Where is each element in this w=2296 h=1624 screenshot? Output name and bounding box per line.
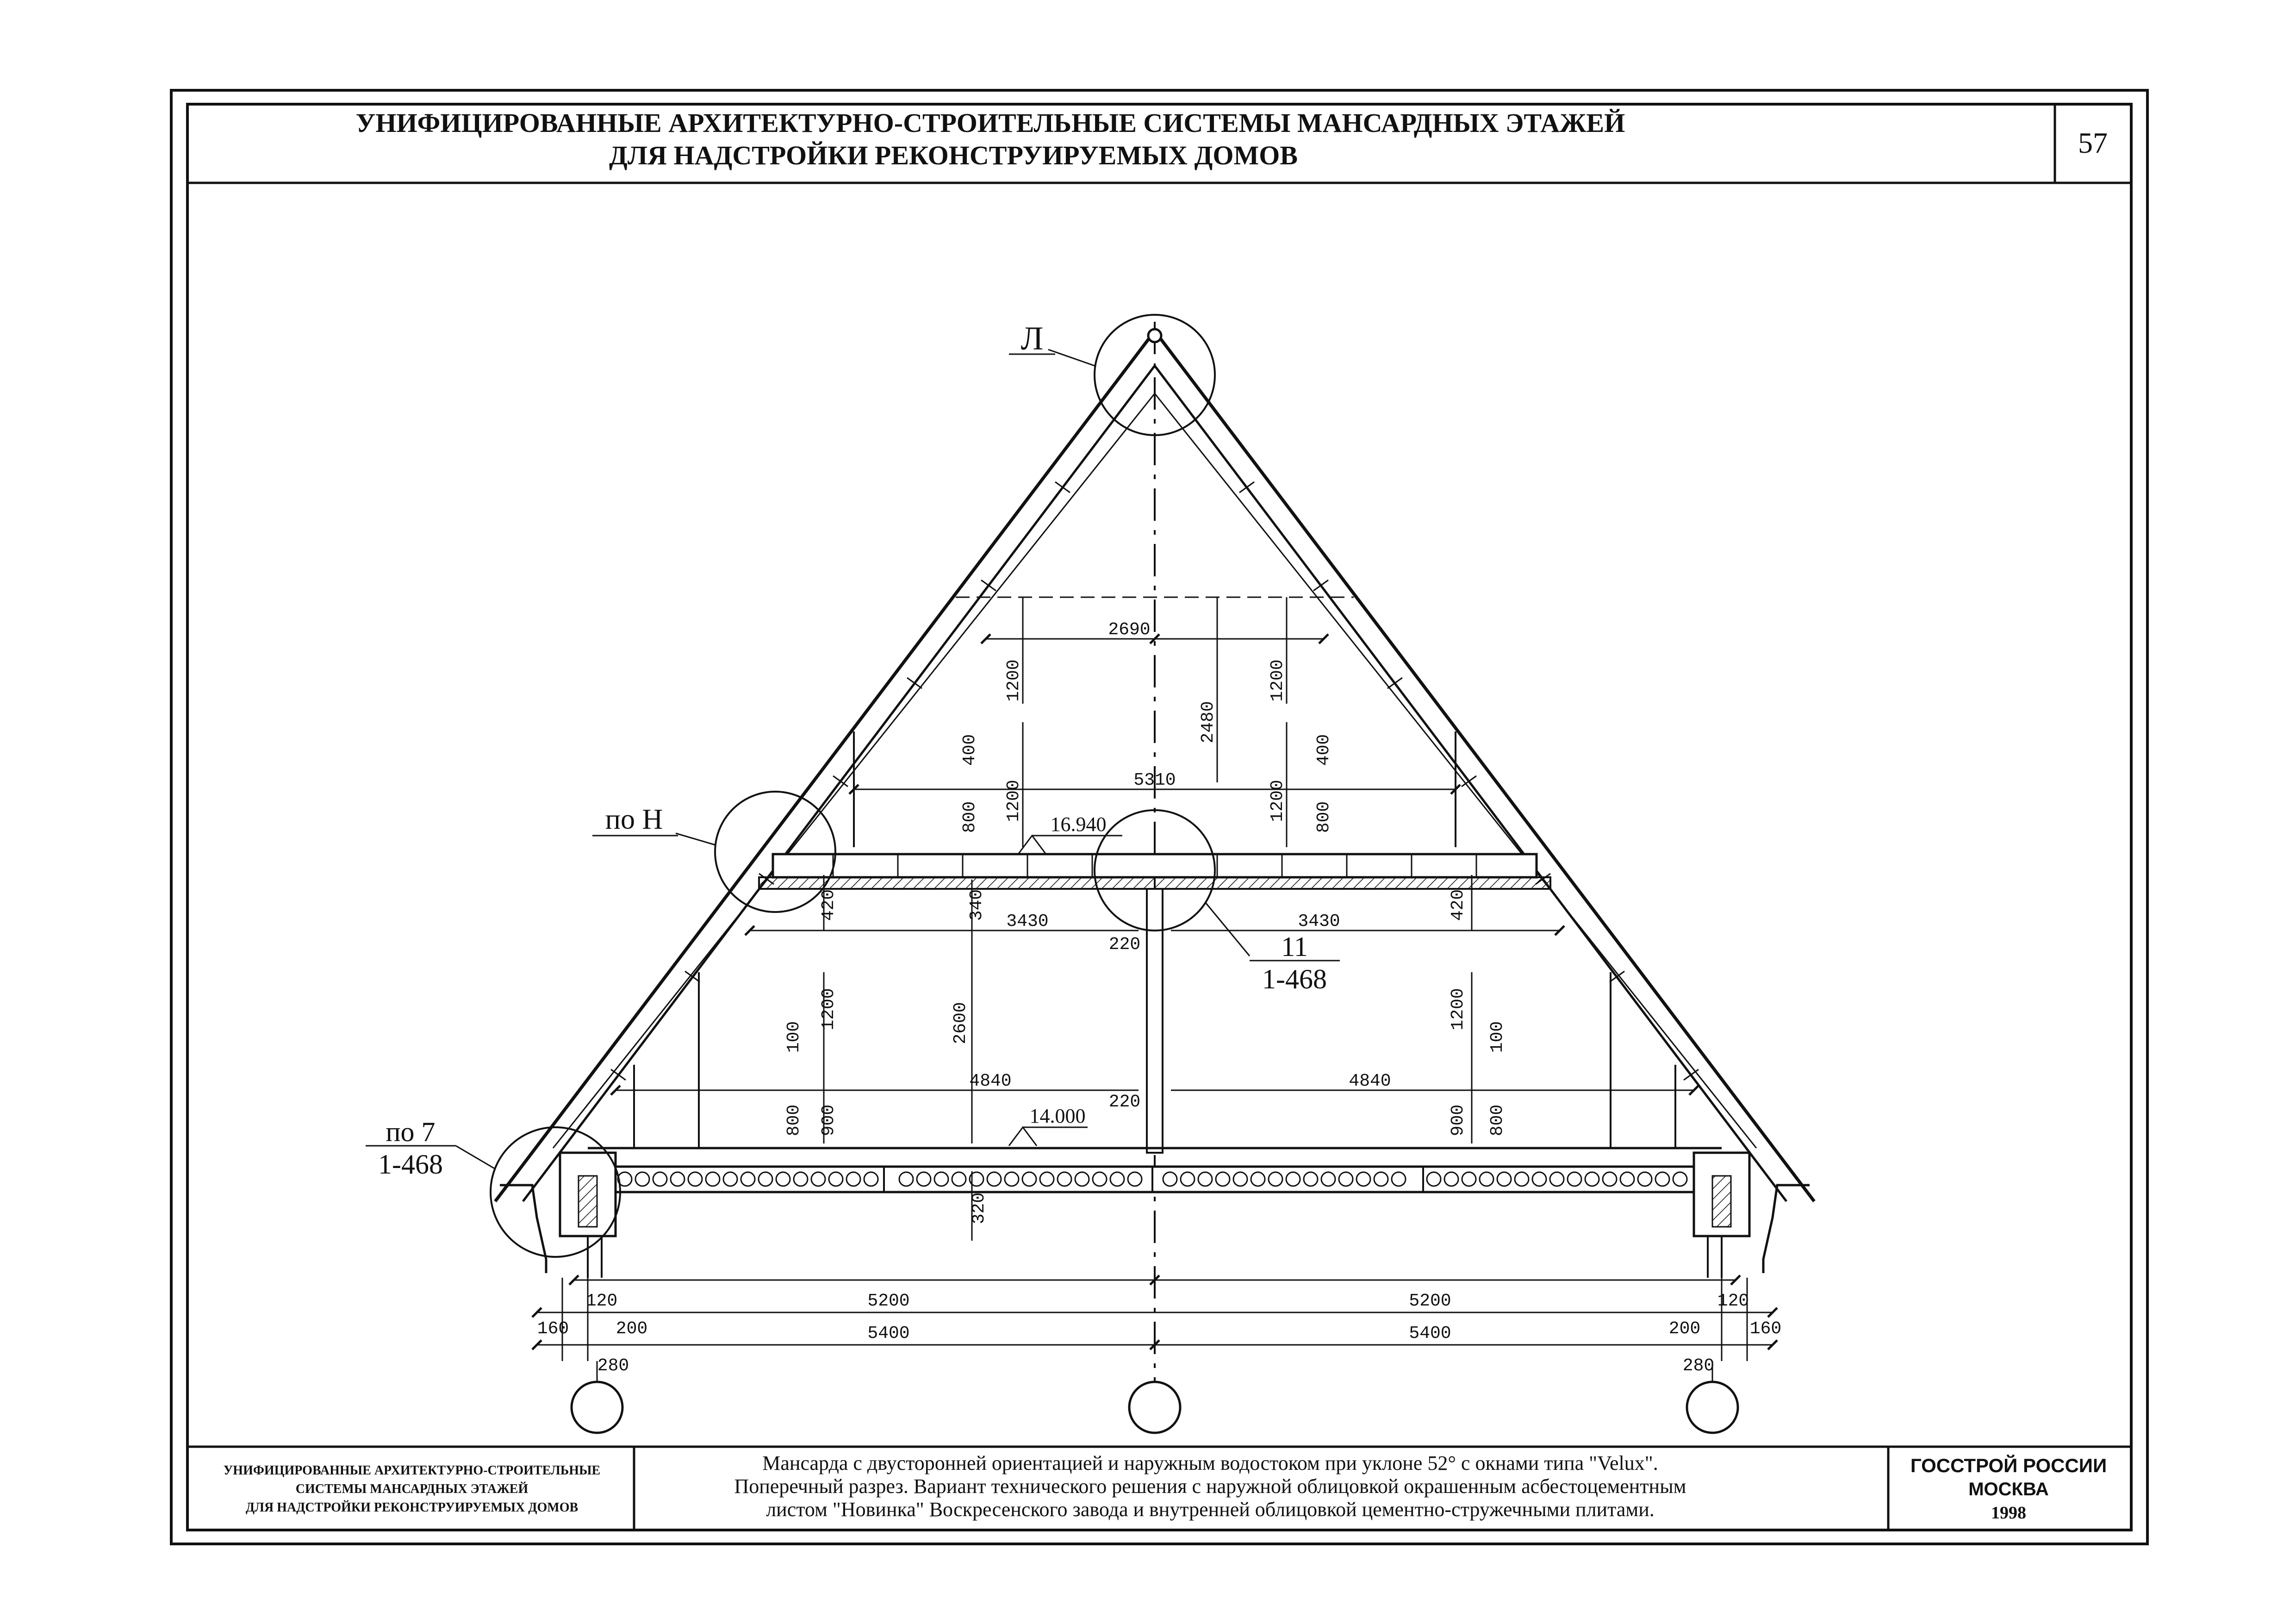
dim-lower-left-800: 800 [784, 1104, 804, 1137]
wall-node-leader [456, 1146, 495, 1169]
header-title-line2: ДЛЯ НАДСТРОЙКИ РЕКОНСТРУИРУЕМЫХ ДОМОВ [609, 140, 1298, 170]
dim-upper-right-400: 400 [1314, 734, 1334, 766]
dim-right-120: 120 [1717, 1291, 1749, 1311]
inner-frame [187, 104, 2131, 1530]
dim-left-160: 160 [537, 1319, 569, 1339]
upper-floor-slab-bottom [759, 877, 1550, 889]
dim-upper-left-400: 400 [960, 734, 980, 766]
dim-slab-right-420: 420 [1448, 889, 1468, 921]
wall-ref-bottom: 1-468 [378, 1149, 443, 1180]
roof-section [366, 315, 1814, 1433]
dim-right-160: 160 [1749, 1319, 1782, 1339]
dim-beam-220-bottom: 220 [1108, 1092, 1141, 1112]
central-post [1147, 889, 1163, 1153]
dim-upper-left-1200: 1200 [1004, 780, 1024, 822]
dim-lower-left-width: 4840 [969, 1071, 1012, 1091]
dim-span-left-5200: 5200 [867, 1291, 910, 1311]
dim-lower-left-1200: 1200 [819, 988, 839, 1031]
footer-description-line3: листом "Новинка" Воскресенского завода и внутренней облицовкой цементно-стружечными плитами. [766, 1498, 1655, 1521]
slab-ref-bottom: 1-468 [1262, 964, 1327, 994]
dim-ridge-height: 2480 [1198, 701, 1218, 743]
dim-slab-340: 340 [967, 889, 987, 921]
upper-elevation-label: 16.940 [1050, 813, 1107, 836]
dim-mid-left-width: 3430 [1006, 912, 1049, 931]
dim-span-left-5400: 5400 [867, 1324, 910, 1343]
footer-series-line3: ДЛЯ НАДСТРОЙКИ РЕКОНСТРУИРУЕМЫХ ДОМОВ [245, 1500, 579, 1515]
page-number: 57 [2078, 126, 2108, 159]
dim-upper-left-800: 800 [960, 801, 980, 833]
axis-bubble-left [572, 1382, 622, 1433]
eave-node-label: по Н [605, 804, 663, 835]
right-gutter [1763, 1185, 1810, 1273]
footer-org-line1: ГОССТРОЙ РОССИИ [1910, 1455, 2107, 1476]
dim-span-right-5200: 5200 [1409, 1291, 1451, 1311]
upper-floor-slab [773, 854, 1537, 877]
outer-frame [171, 90, 2147, 1544]
dim-slab-left-420: 420 [819, 889, 839, 921]
dim-upper-right-800: 800 [1314, 801, 1334, 833]
dim-span-right-5400: 5400 [1409, 1324, 1451, 1343]
dim-upper-right-1200: 1200 [1268, 780, 1288, 822]
footer-description-line1: Мансарда с двусторонней ориентацией и наружным водостоком при уклоне 52° с окнами типа "Velux". [762, 1452, 1658, 1474]
ridge-callout-label: Л [1020, 320, 1044, 357]
left-gutter [500, 1185, 546, 1273]
footer-org-line2: МОСКВА [1968, 1479, 2049, 1499]
dim-mid-right-width: 3430 [1298, 912, 1340, 931]
axis-bubble-right [1687, 1382, 1738, 1433]
dim-lower-right-800: 800 [1487, 1104, 1507, 1137]
dim-top-height-left: 1200 [1004, 659, 1024, 702]
footer-year: 1998 [1991, 1503, 2026, 1523]
slab-node-leader [1206, 903, 1250, 956]
dim-floor-slab: 320 [969, 1192, 989, 1224]
ridge-leader [1048, 350, 1095, 366]
dim-lower-left-900: 900 [819, 1104, 839, 1137]
left-wall-insulation [579, 1176, 597, 1227]
lower-elevation-arrow [1009, 1127, 1037, 1146]
lower-elevation-label: 14.000 [1029, 1105, 1086, 1127]
header-title-line1: УНИФИЦИРОВАННЫЕ АРХИТЕКТУРНО-СТРОИТЕЛЬНЫЕ СИСТЕМЫ МАНСАРДНЫХ ЭТАЖЕЙ [355, 108, 1625, 138]
dim-right-200: 200 [1668, 1319, 1701, 1339]
dim-beam-220-top: 220 [1108, 935, 1141, 955]
axis-bubble-center [1129, 1382, 1180, 1433]
right-wall-insulation [1712, 1176, 1731, 1227]
dim-left-280: 280 [597, 1356, 629, 1376]
footer-series-line2: СИСТЕМЫ МАНСАРДНЫХ ЭТАЖЕЙ [295, 1482, 529, 1496]
dim-lower-right-width: 4840 [1349, 1071, 1391, 1091]
dim-top-height-right: 1200 [1268, 659, 1288, 702]
dim-left-120: 120 [585, 1291, 618, 1311]
dim-lower-left-100: 100 [784, 1021, 804, 1053]
slab-ref-top: 11 [1281, 931, 1308, 962]
dim-top-width: 2690 [1108, 620, 1151, 640]
dim-lower-right-900: 900 [1448, 1104, 1468, 1137]
eave-node-leader [676, 833, 715, 845]
dim-left-200: 200 [616, 1319, 648, 1339]
footer-description-line2: Поперечный разрез. Вариант технического решения с наружной облицовкой окрашенным асбестоцементным [734, 1475, 1686, 1498]
dim-upper-width: 5310 [1133, 770, 1176, 790]
eave-node-callout-circle [715, 792, 835, 912]
footer-series-line1: УНИФИЦИРОВАННЫЕ АРХИТЕКТУРНО-СТРОИТЕЛЬНЫЕ [223, 1463, 601, 1478]
wall-ref-top: по 7 [386, 1117, 436, 1147]
dim-right-280: 280 [1682, 1356, 1715, 1376]
dim-lower-height: 2600 [951, 1002, 971, 1044]
dim-lower-right-100: 100 [1487, 1021, 1507, 1053]
ridge-cap [1148, 329, 1161, 342]
dim-lower-right-1200: 1200 [1448, 988, 1468, 1031]
